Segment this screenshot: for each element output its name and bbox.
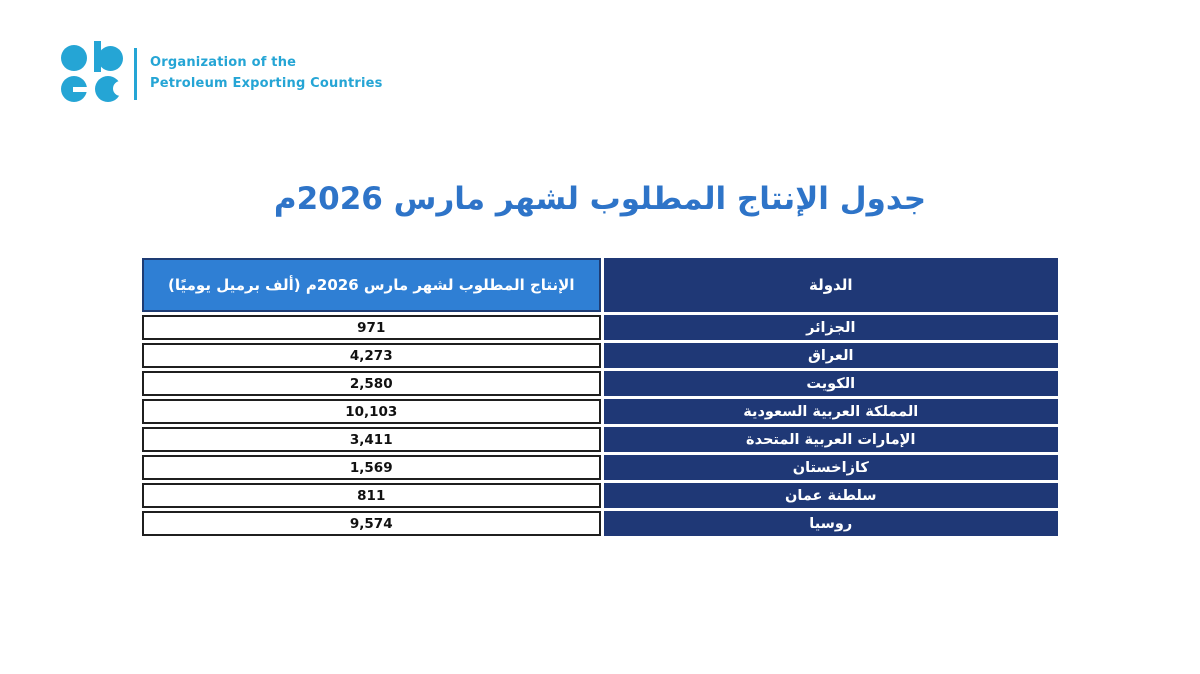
brand-text xyxy=(150,53,383,93)
country-cell: المملكة العربية السعودية xyxy=(604,399,1059,424)
table-row xyxy=(142,399,1058,424)
table-row xyxy=(142,455,1058,480)
country-cell: روسيا xyxy=(604,511,1059,536)
country-cell: كازاخستان xyxy=(604,455,1059,480)
brand-line-2: Petroleum Exporting Countries xyxy=(150,75,383,91)
table-row xyxy=(142,371,1058,396)
production-value-cell: 9,574 xyxy=(142,511,601,536)
country-cell: العراق xyxy=(604,343,1059,368)
production-value-cell: 10,103 xyxy=(142,399,601,424)
country-cell: سلطنة عمان xyxy=(604,483,1059,508)
brand-divider xyxy=(134,48,137,100)
table-row xyxy=(142,511,1058,536)
opec-logo-o-icon xyxy=(60,44,91,72)
table-row xyxy=(142,483,1058,508)
country-cell: الكويت xyxy=(604,371,1059,396)
header-country: الدولة xyxy=(604,258,1059,312)
opec-logo-icon xyxy=(60,44,125,103)
production-value-cell: 4,273 xyxy=(142,343,601,368)
table-row xyxy=(142,315,1058,340)
brand-line-1: Organization of the xyxy=(150,55,297,71)
production-table xyxy=(142,258,1058,536)
table-header-row xyxy=(142,258,1058,312)
country-cell: الجزائر xyxy=(604,315,1059,340)
table-row xyxy=(142,343,1058,368)
header-production: الإنتاج المطلوب لشهر مارس 2026م (ألف برميل يوميًا) xyxy=(142,258,601,312)
opec-logo-c-icon xyxy=(94,75,125,103)
table-row xyxy=(142,427,1058,452)
country-cell: الإمارات العربية المتحدة xyxy=(604,427,1059,452)
production-value-cell: 1,569 xyxy=(142,455,601,480)
opec-brand xyxy=(60,44,383,103)
production-value-cell: 811 xyxy=(142,483,601,508)
opec-logo-p-icon xyxy=(94,44,125,72)
page-title: جدول الإنتاج المطلوب لشهر مارس 2026م xyxy=(273,181,927,217)
opec-logo-e-icon xyxy=(60,75,91,103)
production-value-cell: 3,411 xyxy=(142,427,601,452)
production-value-cell: 2,580 xyxy=(142,371,601,396)
production-value-cell: 971 xyxy=(142,315,601,340)
